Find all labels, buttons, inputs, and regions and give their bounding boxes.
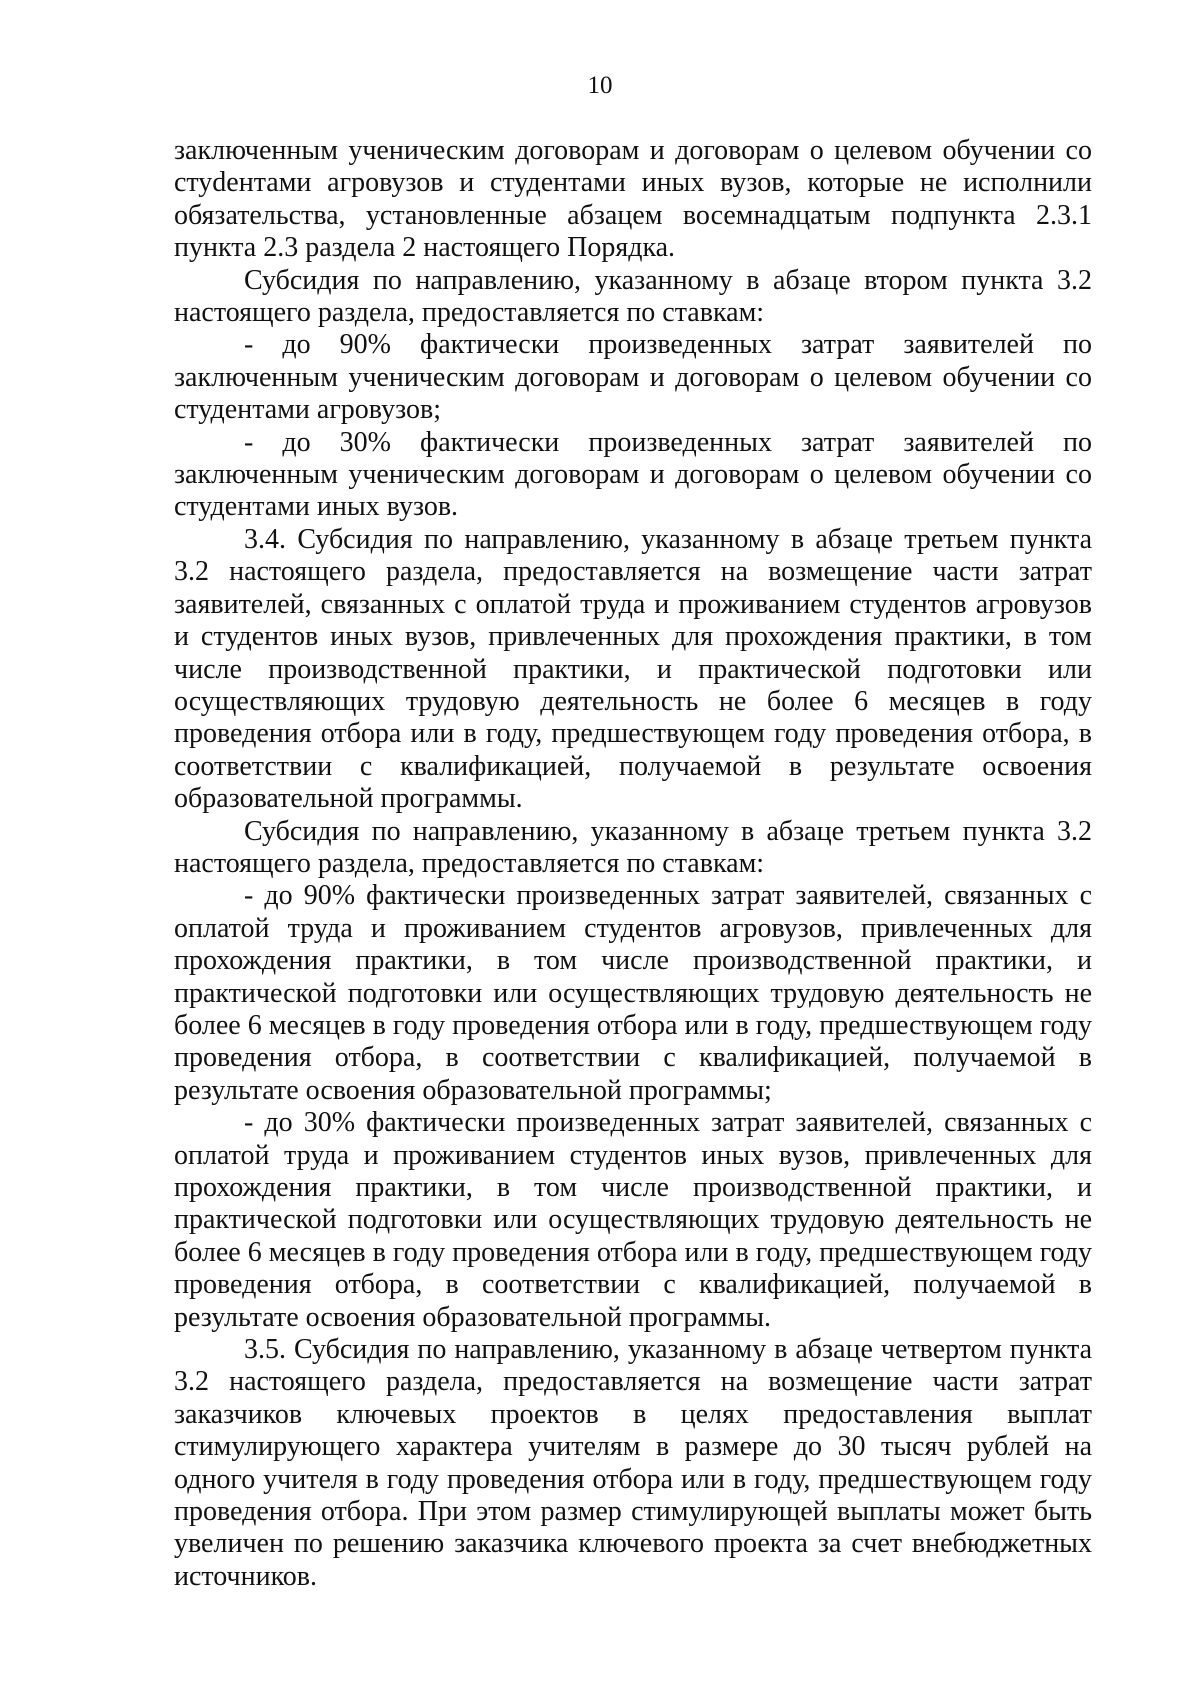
list-item-rate-90-practice: - до 90% фактически произведенных затрат заявителей, связанных с оплатой труда и проживанием студентов агровузов, привлеченных для прохождения практики, в том числе производственной практики, и практической подготовки или осуществляющих трудовую деятельность не более 6 месяцев в году проведения отбора или в году, предшествующем году проведения отбора, в соответствии с квалификацией, получаемой в результате освоения образовательной программы;	[174, 880, 1092, 1106]
list-item-rate-30: - до 30% фактически произведенных затрат заявителей по заключенным ученическим договорам и договорам о целевом обучении со студентами иных вузов.	[174, 426, 1092, 523]
paragraph-subsidy-rates-intro: Субсидия по направлению, указанному в абзаце втором пункта 3.2 настоящего раздела, предоставляется по ставкам:	[174, 264, 1092, 329]
document-body	[174, 135, 1092, 1593]
list-item-rate-30-practice: - до 30% фактически произведенных затрат заявителей, связанных с оплатой труда и проживанием студентов иных вузов, привлеченных для прохождения практики, в том числе производственной практики, и практической подготовки или осуществляющих трудовую деятельность не более 6 месяцев в году проведения отбора или в году, предшествующем году проведения отбора, в соответствии с квалификацией, получаемой в результате освоения образовательной программы.	[174, 1107, 1092, 1333]
paragraph-clause-3-4: 3.4. Субсидия по направлению, указанному в абзаце третьем пункта 3.2 настоящего раздела, предоставляется на возмещение части затрат заявителей, связанных с оплатой труда и проживанием студентов агровузов и студентов иных вузов, привлеченных для прохождения практики, в том числе производственной практики, и практической подготовки или осуществляющих трудовую деятельность не более 6 месяцев в году проведения отбора или в году, предшествующем году проведения отбора, в соответствии с квалификацией, получаемой в результате освоения образовательной программы.	[174, 523, 1092, 815]
page-number: 10	[587, 72, 613, 99]
paragraph-clause-3-5: 3.5. Субсидия по направлению, указанному в абзаце четвертом пункта 3.2 настоящего раздела, предоставляется на возмещение части затрат заказчиков ключевых проектов в целях предоставления выплат стимулирующего характера учителям в размере до 30 тысяч рублей на одного учителя в году проведения отбора или в году, предшествующем году проведения отбора. При этом размер стимулирующей выплаты может быть увеличен по решению заказчика ключевого проекта за счет внебюджетных источников.	[174, 1334, 1092, 1592]
paragraph-continuation: заключенным ученическим договорам и договорам о целевом обучении со стуdентами агровузов и студентами иных вузов, которые не исполнили обязательства, установленные абзацем восемнадцатым подпункта 2.3.1 пункта 2.3 раздела 2 настоящего Порядка.	[174, 135, 1092, 264]
paragraph-subsidy-rates-intro-2: Субсидия по направлению, указанному в абзаце третьем пункта 3.2 настоящего раздела, предоставляется по ставкам:	[174, 815, 1092, 879]
list-item-rate-90: - до 90% фактически произведенных затрат заявителей по заключенным ученическим договорам и договорам о целевом обучении со студентами агровузов;	[174, 329, 1092, 426]
